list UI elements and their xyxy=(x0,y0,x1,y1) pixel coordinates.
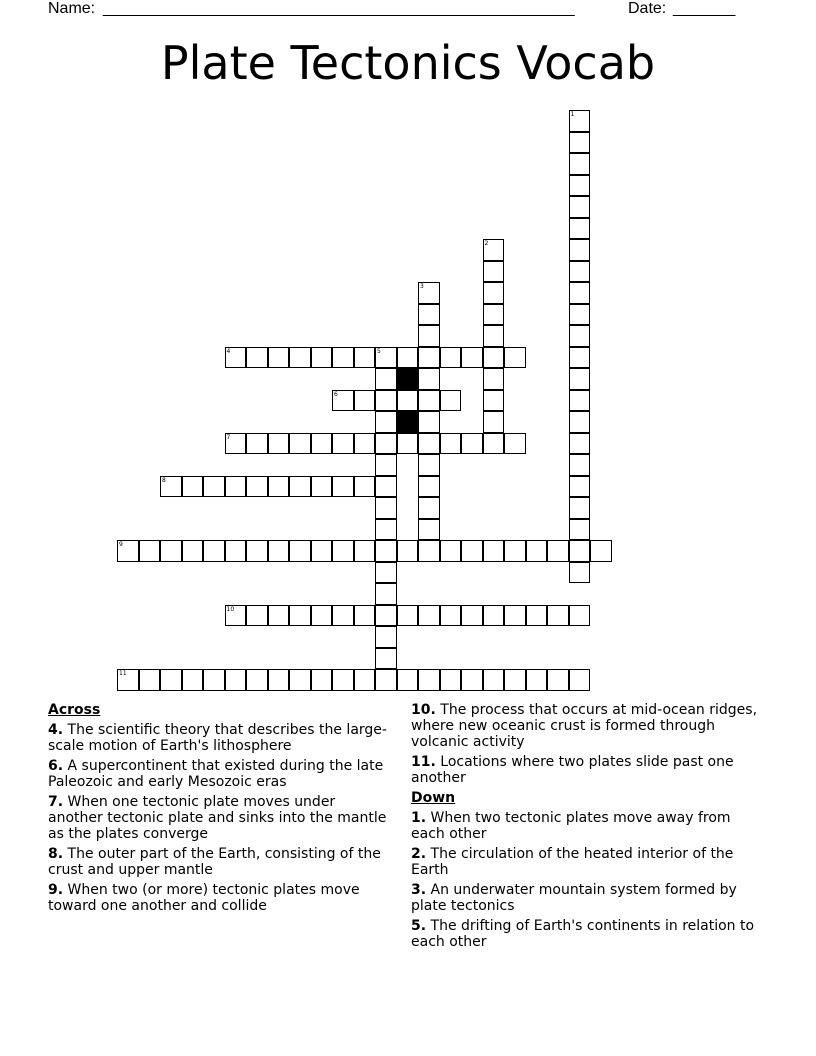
grid-cell[interactable] xyxy=(203,669,225,691)
grid-cell[interactable] xyxy=(139,669,161,691)
grid-cell[interactable] xyxy=(418,325,440,347)
grid-cell[interactable] xyxy=(440,347,462,369)
grid-cell[interactable] xyxy=(418,497,440,519)
clue-across-7: 7. When one tectonic plate moves under another tectonic plate and sinks into the mantle as the plates converge xyxy=(48,794,387,842)
grid-cell[interactable] xyxy=(375,476,397,498)
grid-cell[interactable] xyxy=(397,347,419,369)
grid-cell[interactable] xyxy=(483,605,505,627)
grid-cell[interactable] xyxy=(375,433,397,455)
grid-cell[interactable] xyxy=(547,669,569,691)
grid-cell[interactable] xyxy=(203,476,225,498)
grid-cell[interactable] xyxy=(311,476,333,498)
grid-cell[interactable] xyxy=(375,347,397,369)
clue-number: 5 xyxy=(377,347,381,355)
grid-cell[interactable] xyxy=(246,605,268,627)
grid-cell[interactable] xyxy=(569,282,591,304)
grid-cell[interactable] xyxy=(332,669,354,691)
grid-cell[interactable] xyxy=(483,433,505,455)
grid-cell[interactable] xyxy=(354,433,376,455)
grid-cell[interactable] xyxy=(483,304,505,326)
grid-cell[interactable] xyxy=(569,519,591,541)
grid-cell[interactable] xyxy=(483,669,505,691)
grid-cell[interactable] xyxy=(354,347,376,369)
clue-number: 6 xyxy=(334,390,338,398)
grid-cell[interactable] xyxy=(225,605,247,627)
grid-cell[interactable] xyxy=(461,433,483,455)
grid-cell[interactable] xyxy=(569,132,591,154)
grid-cell[interactable] xyxy=(569,153,591,175)
grid-cell[interactable] xyxy=(504,540,526,562)
grid-cell[interactable] xyxy=(354,540,376,562)
grid-cell[interactable] xyxy=(375,562,397,584)
grid-cell[interactable] xyxy=(332,540,354,562)
grid-cell[interactable] xyxy=(397,540,419,562)
clue-number: 9 xyxy=(119,541,123,548)
grid-cell[interactable] xyxy=(160,669,182,691)
clue-number: 10 xyxy=(226,605,235,613)
grid-cell[interactable] xyxy=(440,540,462,562)
grid-cell[interactable] xyxy=(483,368,505,390)
clue-down-1: 1. When two tectonic plates move away from each other xyxy=(411,810,731,842)
black-cell xyxy=(397,368,419,390)
grid-cell[interactable] xyxy=(332,390,354,412)
grid-cell[interactable] xyxy=(289,605,311,627)
grid-cell[interactable] xyxy=(375,454,397,476)
grid-cell[interactable] xyxy=(375,411,397,433)
grid-cell[interactable] xyxy=(569,368,591,390)
clue-down-2: 2. The circulation of the heated interior of the Earth xyxy=(411,846,734,878)
grid-cell[interactable] xyxy=(246,669,268,691)
grid-cell[interactable] xyxy=(332,347,354,369)
grid-cell[interactable] xyxy=(569,325,591,347)
grid-cell[interactable] xyxy=(569,196,591,218)
grid-cell[interactable] xyxy=(311,433,333,455)
grid-cell[interactable] xyxy=(182,476,204,498)
grid-cell[interactable] xyxy=(418,390,440,412)
clue-across-6: 6. A supercontinent that existed during the late Paleozoic and early Mesozoic eras xyxy=(48,758,384,790)
grid-cell[interactable] xyxy=(246,433,268,455)
name-blank[interactable]: _____________________________________________________ xyxy=(103,0,575,17)
grid-cell[interactable] xyxy=(504,347,526,369)
grid-cell[interactable] xyxy=(569,239,591,261)
clues-column-left xyxy=(48,702,388,918)
grid-cell[interactable] xyxy=(225,540,247,562)
grid-cell[interactable] xyxy=(569,669,591,691)
grid-cell[interactable] xyxy=(268,476,290,498)
grid-cell[interactable] xyxy=(375,583,397,605)
grid-cell[interactable] xyxy=(289,669,311,691)
grid-cell[interactable] xyxy=(160,476,182,498)
grid-cell[interactable] xyxy=(504,669,526,691)
date-label: Date: xyxy=(628,0,667,17)
grid-cell[interactable] xyxy=(354,390,376,412)
grid-cell[interactable] xyxy=(569,347,591,369)
grid-cell[interactable] xyxy=(397,669,419,691)
grid-cell[interactable] xyxy=(311,605,333,627)
grid-cell[interactable] xyxy=(375,540,397,562)
grid-cell[interactable] xyxy=(289,540,311,562)
grid-cell[interactable] xyxy=(569,218,591,240)
clue-across-4: 4. The scientific theory that describes the large-scale motion of Earth's lithosphere xyxy=(48,722,387,754)
grid-cell[interactable] xyxy=(332,433,354,455)
grid-cell[interactable] xyxy=(268,540,290,562)
grid-cell[interactable] xyxy=(569,605,591,627)
grid-cell[interactable] xyxy=(139,540,161,562)
grid-cell[interactable] xyxy=(526,540,548,562)
clue-number: 11 xyxy=(119,670,127,677)
clues-column-right xyxy=(411,702,763,954)
grid-cell[interactable] xyxy=(117,669,139,691)
grid-cell[interactable] xyxy=(375,648,397,670)
grid-cell[interactable] xyxy=(354,476,376,498)
clue-across-10: 10. The process that occurs at mid-ocean ridges, where new oceanic crust is formed through volcanic activity xyxy=(411,702,758,750)
grid-cell[interactable] xyxy=(569,411,591,433)
grid-cell[interactable] xyxy=(418,282,440,304)
grid-cell[interactable] xyxy=(311,540,333,562)
grid-cell[interactable] xyxy=(268,605,290,627)
grid-cell[interactable] xyxy=(569,304,591,326)
grid-cell[interactable] xyxy=(375,605,397,627)
grid-cell[interactable] xyxy=(483,325,505,347)
grid-cell[interactable] xyxy=(569,454,591,476)
grid-cell[interactable] xyxy=(418,605,440,627)
grid-cell[interactable] xyxy=(461,347,483,369)
grid-cell[interactable] xyxy=(268,669,290,691)
grid-cell[interactable] xyxy=(483,540,505,562)
grid-cell[interactable] xyxy=(225,433,247,455)
grid-cell[interactable] xyxy=(483,390,505,412)
grid-cell[interactable] xyxy=(354,605,376,627)
grid-cell[interactable] xyxy=(225,669,247,691)
clue-number: 1 xyxy=(570,111,575,118)
grid-cell[interactable] xyxy=(483,411,505,433)
grid-cell[interactable] xyxy=(160,540,182,562)
grid-cell[interactable] xyxy=(547,605,569,627)
clue-across-8: 8. The outer part of the Earth, consisting of the crust and upper mantle xyxy=(48,846,381,878)
grid-cell[interactable] xyxy=(504,433,526,455)
grid-cell[interactable] xyxy=(332,605,354,627)
grid-cell[interactable] xyxy=(569,390,591,412)
grid-cell[interactable] xyxy=(440,669,462,691)
grid-cell[interactable] xyxy=(418,433,440,455)
grid-cell[interactable] xyxy=(397,433,419,455)
grid-cell[interactable] xyxy=(375,497,397,519)
grid-cell[interactable] xyxy=(268,433,290,455)
grid-cell[interactable] xyxy=(354,669,376,691)
grid-cell[interactable] xyxy=(246,540,268,562)
grid-cell[interactable] xyxy=(289,476,311,498)
down-heading: Down xyxy=(411,790,456,806)
date-blank[interactable]: _______ xyxy=(673,0,736,17)
clue-down-5: 5. The drifting of Earth's continents in relation to each other xyxy=(411,918,755,950)
grid-cell[interactable] xyxy=(182,540,204,562)
page-title: Plate Tectonics Vocab xyxy=(160,36,656,90)
grid-cell[interactable] xyxy=(483,239,505,261)
grid-cell[interactable] xyxy=(418,304,440,326)
grid-cell[interactable] xyxy=(590,540,612,562)
grid-cell[interactable] xyxy=(483,261,505,283)
grid-cell[interactable] xyxy=(569,433,591,455)
clue-down-3: 3. An underwater mountain system formed by plate tectonics xyxy=(411,882,737,914)
black-cell xyxy=(397,411,419,433)
grid-cell[interactable] xyxy=(418,476,440,498)
grid-cell[interactable] xyxy=(375,669,397,691)
grid-cell[interactable] xyxy=(332,476,354,498)
grid-cell[interactable] xyxy=(418,368,440,390)
clue-number: 3 xyxy=(420,283,424,290)
clue-number: 7 xyxy=(226,433,231,441)
grid-cell[interactable] xyxy=(526,605,548,627)
grid-cell[interactable] xyxy=(504,605,526,627)
grid-cell[interactable] xyxy=(375,626,397,648)
grid-cell[interactable] xyxy=(268,347,290,369)
grid-cell[interactable] xyxy=(418,347,440,369)
grid-cell[interactable] xyxy=(246,476,268,498)
grid-cell[interactable] xyxy=(375,519,397,541)
grid-cell[interactable] xyxy=(182,669,204,691)
grid-cell[interactable] xyxy=(569,562,591,584)
grid-cell[interactable] xyxy=(569,476,591,498)
grid-cell[interactable] xyxy=(569,540,591,562)
across-heading: Across xyxy=(48,702,101,718)
grid-cell[interactable] xyxy=(483,347,505,369)
grid-cell[interactable] xyxy=(311,347,333,369)
grid-cell[interactable] xyxy=(440,433,462,455)
grid-cell[interactable] xyxy=(547,540,569,562)
clue-across-9: 9. When two (or more) tectonic plates move toward one another and collide xyxy=(48,882,360,914)
name-label: Name: xyxy=(48,0,96,17)
grid-cell[interactable] xyxy=(440,390,462,412)
clue-number: 4 xyxy=(226,347,231,355)
grid-cell[interactable] xyxy=(289,433,311,455)
grid-cell[interactable] xyxy=(225,347,247,369)
clue-number: 2 xyxy=(484,240,489,247)
grid-cell[interactable] xyxy=(289,347,311,369)
grid-cell[interactable] xyxy=(461,669,483,691)
grid-cell[interactable] xyxy=(440,605,462,627)
grid-cell[interactable] xyxy=(569,175,591,197)
grid-cell[interactable] xyxy=(203,540,225,562)
grid-cell[interactable] xyxy=(461,605,483,627)
grid-cell[interactable] xyxy=(461,540,483,562)
grid-cell[interactable] xyxy=(526,669,548,691)
grid-cell[interactable] xyxy=(418,519,440,541)
grid-cell[interactable] xyxy=(418,540,440,562)
clue-number: 8 xyxy=(162,476,166,484)
grid-cell[interactable] xyxy=(246,347,268,369)
grid-cell[interactable] xyxy=(397,390,419,412)
grid-cell[interactable] xyxy=(418,454,440,476)
grid-cell[interactable] xyxy=(418,411,440,433)
grid-cell[interactable] xyxy=(311,669,333,691)
grid-cell[interactable] xyxy=(225,476,247,498)
grid-cell[interactable] xyxy=(483,282,505,304)
grid-cell[interactable] xyxy=(569,497,591,519)
grid-cell[interactable] xyxy=(569,261,591,283)
grid-cell[interactable] xyxy=(418,669,440,691)
grid-cell[interactable] xyxy=(117,540,139,562)
grid-cell[interactable] xyxy=(397,605,419,627)
grid-cell[interactable] xyxy=(375,368,397,390)
clue-across-11: 11. Locations where two plates slide past one another xyxy=(411,754,734,786)
grid-cell[interactable] xyxy=(569,110,591,132)
grid-cell[interactable] xyxy=(375,390,397,412)
